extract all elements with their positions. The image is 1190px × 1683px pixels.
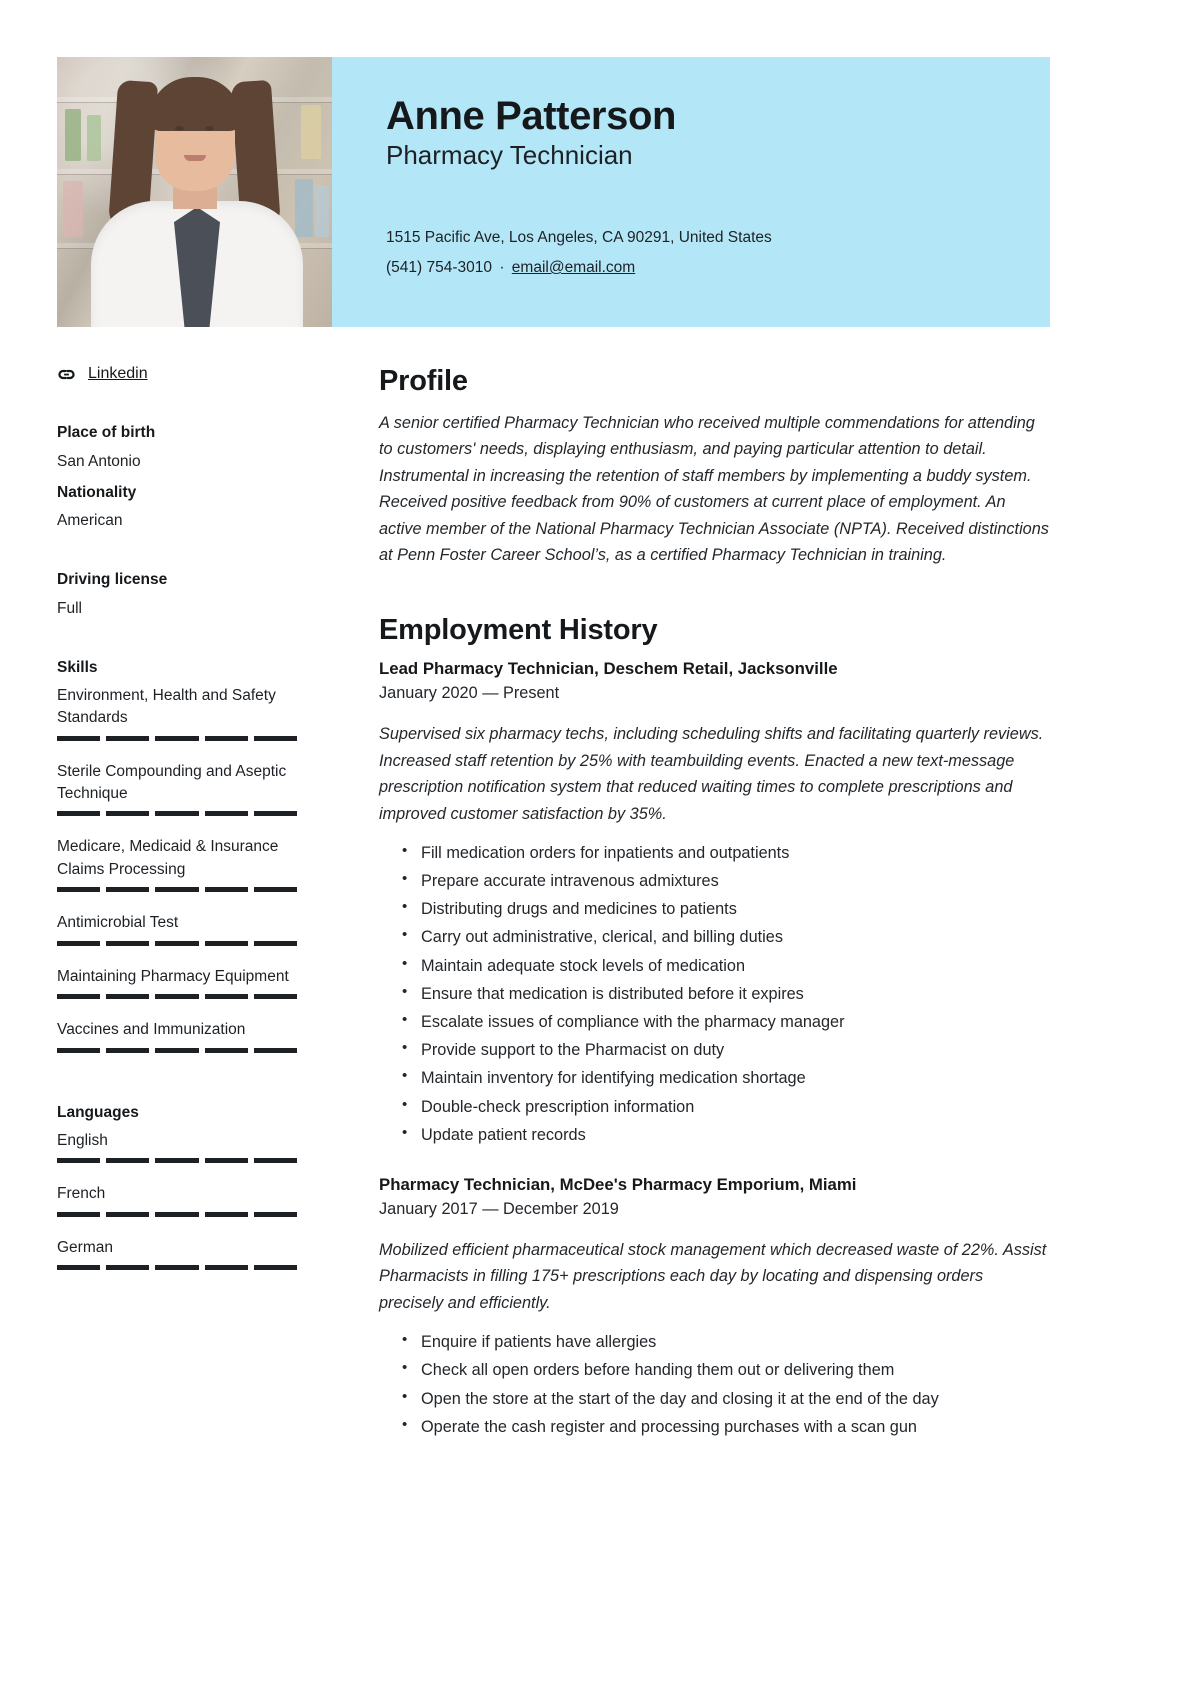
skill-item [57, 912, 314, 945]
list-item: • Check all open orders before handing them out or delivering them [421, 1356, 1050, 1384]
rating-segment [205, 736, 248, 741]
job-dates: January 2017 — December 2019 [379, 1199, 619, 1218]
rating-segment [155, 1048, 198, 1053]
detail-value: San Antonio [57, 452, 141, 470]
rating-segment [205, 887, 248, 892]
language-rating-bar [57, 1212, 297, 1217]
list-item: • Double-check prescription information [421, 1093, 1050, 1121]
detail-heading: Place of birth [57, 424, 156, 441]
language-rating-bar [57, 1265, 297, 1270]
rating-segment [57, 994, 100, 999]
skill-label: Vaccines and Immunization [57, 1021, 246, 1039]
language-label: English [57, 1131, 108, 1149]
skill-label: Sterile Compounding and Aseptic Technique [57, 762, 287, 802]
list-item: • Open the store at the start of the day and closing it at the end of the day [421, 1385, 1050, 1413]
header-band [332, 57, 1050, 327]
language-item [57, 1183, 314, 1216]
skill-item [57, 836, 314, 892]
skill-rating-bar [57, 736, 297, 741]
skills-heading: Skills [57, 658, 98, 676]
mouth [184, 155, 206, 161]
job-description: Mobilized efficient pharmaceutical stock management which decreased waste of 22%. Assist Pharmacists in filling 175+ prescriptions each day by locating and dispensing orders precisely and efficiently. [379, 1240, 1047, 1312]
skill-label: Environment, Health and Safety Standards [57, 686, 276, 727]
skill-rating-bar [57, 941, 297, 946]
contact-address: 1515 Pacific Ave, Los Angeles, CA 90291, United States [386, 228, 772, 246]
spacer [57, 1073, 314, 1101]
rating-segment [205, 811, 248, 816]
skill-rating-bar [57, 994, 297, 999]
rating-segment [205, 1048, 248, 1053]
rating-segment [155, 1212, 198, 1217]
rating-segment [254, 1048, 297, 1053]
rating-segment [155, 1158, 198, 1163]
list-item: • Prepare accurate intravenous admixtures [421, 867, 1050, 895]
link-icon [57, 368, 76, 381]
rating-segment [205, 1265, 248, 1270]
rating-segment [106, 736, 149, 741]
skill-item [57, 761, 314, 817]
portrait-photo [57, 57, 332, 327]
languages-heading: Languages [57, 1103, 139, 1121]
rating-segment [106, 811, 149, 816]
job-title-line: Pharmacy Technician, McDee's Pharmacy Emporium, Miami [379, 1174, 857, 1194]
profile-heading: Profile [379, 365, 468, 397]
rating-segment [205, 994, 248, 999]
skill-item [57, 685, 314, 741]
rating-segment [254, 887, 297, 892]
list-item: • Ensure that medication is distributed before it expires [421, 980, 1050, 1008]
rating-segment [155, 1265, 198, 1270]
rating-segment [106, 1048, 149, 1053]
job-bullet-list [379, 1328, 1050, 1441]
rating-segment [254, 736, 297, 741]
rating-segment [155, 811, 198, 816]
rating-segment [205, 941, 248, 946]
language-label: German [57, 1238, 113, 1256]
list-item: • Carry out administrative, clerical, and billing duties [421, 923, 1050, 951]
skill-label: Medicare, Medicaid & Insurance Claims Processing [57, 838, 279, 878]
employment-heading: Employment History [379, 614, 658, 647]
contact-block [386, 223, 1006, 283]
resume-body [57, 365, 1050, 1441]
language-item [57, 1237, 314, 1270]
language-rating-bar [57, 1158, 297, 1163]
list-item: • Maintain inventory for identifying medication shortage [421, 1064, 1050, 1092]
spacer [57, 628, 314, 656]
detail-place-of-birth [57, 421, 314, 475]
resume-header [57, 57, 1050, 327]
spacer [57, 540, 314, 568]
rating-segment [57, 811, 100, 816]
lab-coat [91, 201, 303, 327]
detail-nationality [57, 481, 314, 535]
skill-rating-bar [57, 811, 297, 816]
language-label: French [57, 1185, 106, 1203]
main-column [332, 365, 1050, 1441]
rating-segment [57, 1265, 100, 1270]
rating-segment [254, 941, 297, 946]
detail-heading: Nationality [57, 483, 137, 501]
employment-entry-2 [379, 1175, 1050, 1441]
rating-segment [57, 1212, 100, 1217]
candidate-name: Anne Patterson [386, 94, 677, 138]
rating-segment [205, 1158, 248, 1163]
rating-segment [106, 941, 149, 946]
rating-segment [106, 994, 149, 999]
detail-value: American [57, 512, 123, 530]
rating-segment [57, 1158, 100, 1163]
rating-segment [254, 1158, 297, 1163]
contact-email-link[interactable]: email@email.com [511, 259, 636, 277]
rating-segment [57, 887, 100, 892]
skill-label: Maintaining Pharmacy Equipment [57, 967, 289, 985]
job-description: Supervised six pharmacy techs, including scheduling shifts and facilitating quarterly reviews. Increased staff retention by 25% with teambuilding events. Enacted a new text-message prescription notification system that reduced waiting times to complete prescriptions and improved customer satisfaction by 35%. [379, 725, 1044, 823]
detail-driving-license [57, 568, 314, 622]
language-item [57, 1130, 314, 1163]
skill-label: Antimicrobial Test [57, 914, 179, 932]
rating-segment [254, 1212, 297, 1217]
detail-value: Full [57, 599, 82, 617]
list-item: • Update patient records [421, 1121, 1050, 1149]
job-title-line: Lead Pharmacy Technician, Deschem Retail, Jacksonville [379, 659, 838, 679]
rating-segment [106, 887, 149, 892]
rating-segment [57, 1048, 100, 1053]
rating-segment [106, 1265, 149, 1270]
skill-rating-bar [57, 1048, 297, 1053]
job-bullet-list [379, 839, 1050, 1149]
linkedin-label: Linkedin [88, 365, 148, 382]
rating-segment [155, 994, 198, 999]
rating-segment [106, 1212, 149, 1217]
rating-segment [205, 1212, 248, 1217]
detail-heading: Driving license [57, 571, 168, 589]
list-item: • Fill medication orders for inpatients and outpatients [421, 839, 1050, 867]
contact-line-2 [386, 253, 1006, 283]
languages-list [57, 1130, 314, 1270]
contact-separator: · [499, 259, 505, 277]
candidate-job-title: Pharmacy Technician [386, 140, 633, 170]
hair-top [149, 77, 241, 131]
list-item: • Distributing drugs and medicines to patients [421, 895, 1050, 923]
rating-segment [155, 941, 198, 946]
eye-left [175, 126, 184, 131]
list-item: • Enquire if patients have allergies [421, 1328, 1050, 1356]
rating-segment [57, 736, 100, 741]
linkedin-link[interactable] [57, 365, 314, 383]
skill-item [57, 1019, 314, 1052]
rating-segment [155, 736, 198, 741]
employment-entry-1 [379, 659, 1050, 1149]
rating-segment [254, 1265, 297, 1270]
person-figure [57, 57, 332, 327]
eye-right [205, 126, 214, 131]
list-item: • Provide support to the Pharmacist on duty [421, 1036, 1050, 1064]
rating-segment [254, 994, 297, 999]
list-item: • Escalate issues of compliance with the pharmacy manager [421, 1008, 1050, 1036]
list-item: • Maintain adequate stock levels of medication [421, 952, 1050, 980]
rating-segment [57, 941, 100, 946]
rating-segment [106, 1158, 149, 1163]
sidebar [57, 365, 332, 1441]
contact-phone: (541) 754-3010 [386, 259, 492, 277]
profile-text: A senior certified Pharmacy Technician who received multiple commendations for attending to customers' needs, displaying enthusiasm, and paying particular attention to detail. Instrumental in increasing the retention of staff members by implementing a buddy system. Received positive feedback from 90% of customers at current place of employment. An active member of the National Pharmacy Technician Associate (NPTA). Received distinctions at Penn Foster Career School’s, as a certified Pharmacy Technician in training. [379, 414, 1049, 564]
skill-rating-bar [57, 887, 297, 892]
rating-segment [155, 887, 198, 892]
list-item: • Operate the cash register and processing purchases with a scan gun [421, 1413, 1050, 1441]
rating-segment [254, 811, 297, 816]
job-dates: January 2020 — Present [379, 684, 560, 703]
skill-item [57, 966, 314, 999]
skills-list [57, 685, 314, 1053]
